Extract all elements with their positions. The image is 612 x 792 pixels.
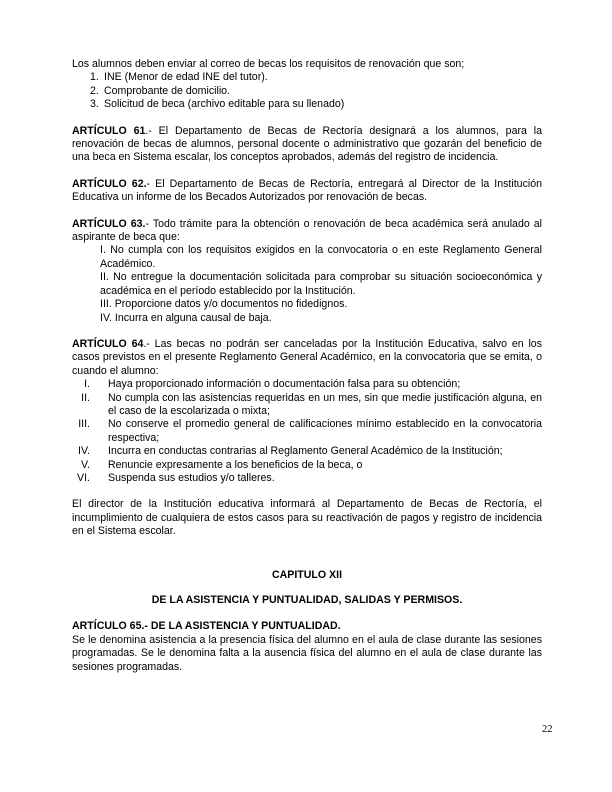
list-item <box>72 71 542 84</box>
list-item <box>72 445 542 458</box>
list-text: Renuncie expresamente a los beneficios de la beca, o <box>108 458 363 471</box>
list-item <box>72 392 542 419</box>
closing-paragraph: El director de la Institución educativa informará al Departamento de Becas de Rectoría, el incumplimiento de cualquiera de estos casos para su reactivación de pagos y registro de incidencia en el Sistema escolar. <box>72 498 542 538</box>
requirements-list <box>72 71 542 111</box>
document-page <box>72 58 542 674</box>
list-number: 2. <box>90 84 99 97</box>
list-item: IV. Incurra en alguna causal de baja. <box>100 311 272 324</box>
intro-text: Los alumnos deben enviar al correo de becas los requisitos de renovación que son; <box>72 58 465 70</box>
article-text: - Todo trámite para la obtención o renovación de beca académica será anulado al aspirante de beca que: <box>72 217 542 244</box>
list-text: Suspenda sus estudios y/o talleres. <box>108 471 275 484</box>
list-text: No conserve el promedio general de calificaciones mínimo establecido en la convocatoria respectiva; <box>108 418 542 444</box>
article-title: ARTÍCULO 61 <box>72 124 146 137</box>
list-item <box>72 472 542 485</box>
list-number: III. <box>78 418 90 431</box>
article-64-items <box>72 378 542 485</box>
list-text: Incurra en conductas contrarias al Reglamento General Académico de la Institución; <box>108 445 503 458</box>
list-text: No cumpla con las asistencias requeridas en un mes, sin que medie justificación alguna, en el caso de la escolarizada o mixta; <box>108 391 542 417</box>
article-text: Se le denomina asistencia a la presencia física del alumno en el aula de clase durante las sesiones programadas. Se le denomina falta a la ausencia física del alumno en el aula de clase durante las sesiones programadas. <box>72 633 542 673</box>
list-number: I. <box>84 378 90 391</box>
article-text: .- El Departamento de Becas de Rectoría designará a los alumnos, para la renovación de becas de alumnos, personal docente o administrativo que gozarán del beneficio de una beca en Sistema escalar, los conceptos aprobados, además del registro de incidencia. <box>72 124 542 164</box>
article-63-items <box>72 244 542 324</box>
list-number: 1. <box>90 71 99 84</box>
list-item: I. No cumpla con los requisitos exigidos en la convocatoria o en este Reglamento General Académico. <box>100 244 542 270</box>
list-item <box>72 459 542 472</box>
article-text: .- Las becas no podrán ser canceladas por la Institución Educativa, salvo en los casos previstos en el presente Reglamento General Académico, en la convocatoria que se emita, o cuando el alumno: <box>72 337 542 377</box>
article-61 <box>72 125 542 165</box>
article-65 <box>72 620 542 674</box>
article-text: - El Departamento de Becas de Rectoría, entregará al Director de la Institución Educativa un informe de los Becados Autorizados por renovación de becas. <box>72 177 542 204</box>
article-title: ARTÍCULO 65.- DE LA ASISTENCIA Y PUNTUALIDAD. <box>72 620 341 633</box>
article-title: ARTÍCULO 62. <box>72 177 147 190</box>
list-number: V. <box>80 458 90 471</box>
list-text: INE (Menor de edad INE del tutor). <box>104 71 268 84</box>
list-text: Haya proporcionado información o documentación falsa para su obtención; <box>108 378 461 391</box>
article-63 <box>72 218 542 325</box>
list-number: VI. <box>77 471 90 484</box>
chapter-title: CAPITULO XII <box>271 568 343 581</box>
article-64 <box>72 338 542 485</box>
list-item <box>72 98 542 111</box>
list-item: II. No entregue la documentación solicitada para comprobar su situación socioeconómica y académica en el período establecido por la Institución. <box>100 271 542 297</box>
list-number: 3. <box>90 98 99 111</box>
intro-section <box>72 58 542 112</box>
list-item <box>72 378 542 391</box>
list-text: Comprobante de domicilio. <box>104 84 231 97</box>
article-title: ARTÍCULO 63. <box>72 217 146 230</box>
list-item <box>72 85 542 98</box>
chapter-subtitle: DE LA ASISTENCIA Y PUNTUALIDAD, SALIDAS Y PERMISOS. <box>151 594 463 606</box>
page-number: 22 <box>542 724 553 735</box>
list-number: IV. <box>78 445 90 458</box>
article-title: ARTÍCULO 64 <box>72 337 144 350</box>
list-text: Solicitud de beca (archivo editable para su llenado) <box>104 98 345 111</box>
list-item <box>72 418 542 445</box>
article-62 <box>72 178 542 205</box>
list-item: III. Proporcione datos y/o documentos no fidedignos. <box>100 298 348 311</box>
list-number: II. <box>81 391 90 404</box>
